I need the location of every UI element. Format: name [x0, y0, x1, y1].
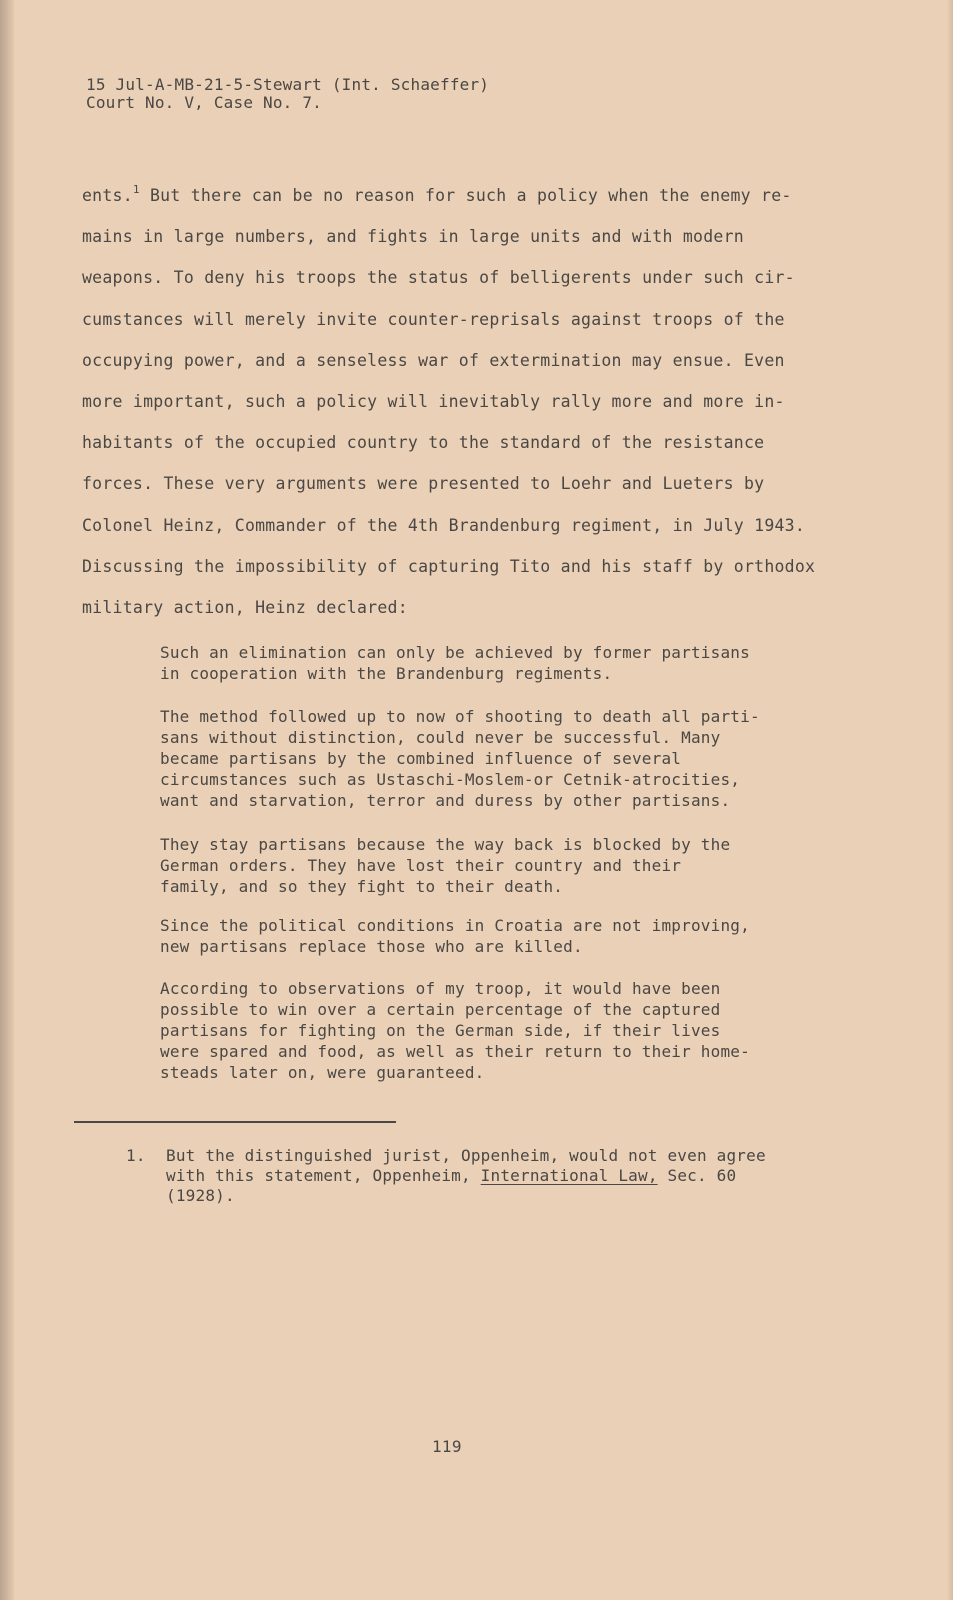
- quote-line: in cooperation with the Brandenburg regiments.: [160, 664, 613, 683]
- body-line: habitants of the occupied country to the standard of the resistance: [82, 433, 765, 453]
- footnote-line: [166, 1166, 766, 1186]
- body-line: mains in large numbers, and fights in large units and with modern: [82, 227, 744, 247]
- quote-line: became partisans by the combined influence of several: [160, 749, 682, 768]
- footnote-reference: 1: [132, 183, 140, 196]
- block-quote: [160, 915, 800, 957]
- body-line-start: ents.: [82, 186, 133, 205]
- footnote-line: But the distinguished jurist, Oppenheim, would not even agree: [166, 1146, 766, 1165]
- quote-line: family, and so they fight to their death.: [160, 877, 564, 896]
- block-quote: [160, 642, 800, 684]
- footnote-book-title: International Law,: [480, 1166, 658, 1185]
- body-line: military action, Heinz declared:: [82, 598, 408, 618]
- quote-line: German orders. They have lost their country and their: [160, 856, 682, 875]
- body-line: cumstances will merely invite counter-reprisals against troops of the: [82, 309, 785, 329]
- block-quote: [160, 978, 800, 1083]
- body-line: Colonel Heinz, Commander of the 4th Brandenburg regiment, in July 1943.: [82, 515, 806, 535]
- quote-line: They stay partisans because the way back is blocked by the: [160, 835, 731, 854]
- quote-line: possible to win over a certain percentage of the captured: [160, 1000, 721, 1019]
- body-line: forces. These very arguments were presented to Loehr and Lueters by: [82, 474, 765, 494]
- quote-line: were spared and food, as well as their return to their home-: [160, 1042, 750, 1061]
- page-left-edge: [0, 0, 14, 1600]
- footnote-divider: [74, 1121, 396, 1123]
- body-paragraph: [82, 175, 817, 628]
- header-court-case: Court No. V, Case No. 7.: [86, 93, 322, 112]
- footnote-line: (1928).: [166, 1186, 235, 1205]
- block-quote: [160, 834, 800, 897]
- footnote-text: Sec. 60: [657, 1166, 737, 1185]
- page-right-edge: [947, 0, 953, 1600]
- footnote-number: 1.: [126, 1146, 146, 1165]
- quote-line: partisans for fighting on the German side, if their lives: [160, 1021, 721, 1040]
- body-line-end: But there can be no reason for such a policy when the enemy re-: [139, 186, 792, 205]
- body-line: [82, 175, 817, 216]
- body-line: Discussing the impossibility of capturing Tito and his staff by orthodox: [82, 556, 816, 576]
- document-header: [86, 76, 489, 112]
- quote-line: new partisans replace those who are killed.: [160, 937, 583, 956]
- quote-line: The method followed up to now of shooting to death all parti-: [160, 707, 760, 726]
- quote-line: Such an elimination can only be achieved by former partisans: [160, 643, 750, 662]
- quote-line: Since the political conditions in Croatia are not improving,: [160, 916, 750, 935]
- quote-line: circumstances such as Ustaschi-Moslem-or Cetnik-atrocities,: [160, 770, 741, 789]
- quote-line: According to observations of my troop, it would have been: [160, 979, 721, 998]
- body-line: occupying power, and a senseless war of extermination may ensue. Even: [82, 350, 785, 370]
- footnote-text: with this statement, Oppenheim,: [166, 1166, 481, 1185]
- page-number: 119: [432, 1437, 462, 1456]
- quote-line: sans without distinction, could never be successful. Many: [160, 728, 721, 747]
- block-quote: [160, 706, 800, 811]
- body-line: more important, such a policy will inevitably rally more and more in-: [82, 392, 785, 412]
- quote-line: steads later on, were guaranteed.: [160, 1063, 485, 1082]
- header-reference: 15 Jul-A-MB-21-5-Stewart (Int. Schaeffer): [86, 75, 490, 94]
- quote-line: want and starvation, terror and duress by other partisans.: [160, 791, 731, 810]
- body-line: weapons. To deny his troops the status of belligerents under such cir-: [82, 268, 795, 288]
